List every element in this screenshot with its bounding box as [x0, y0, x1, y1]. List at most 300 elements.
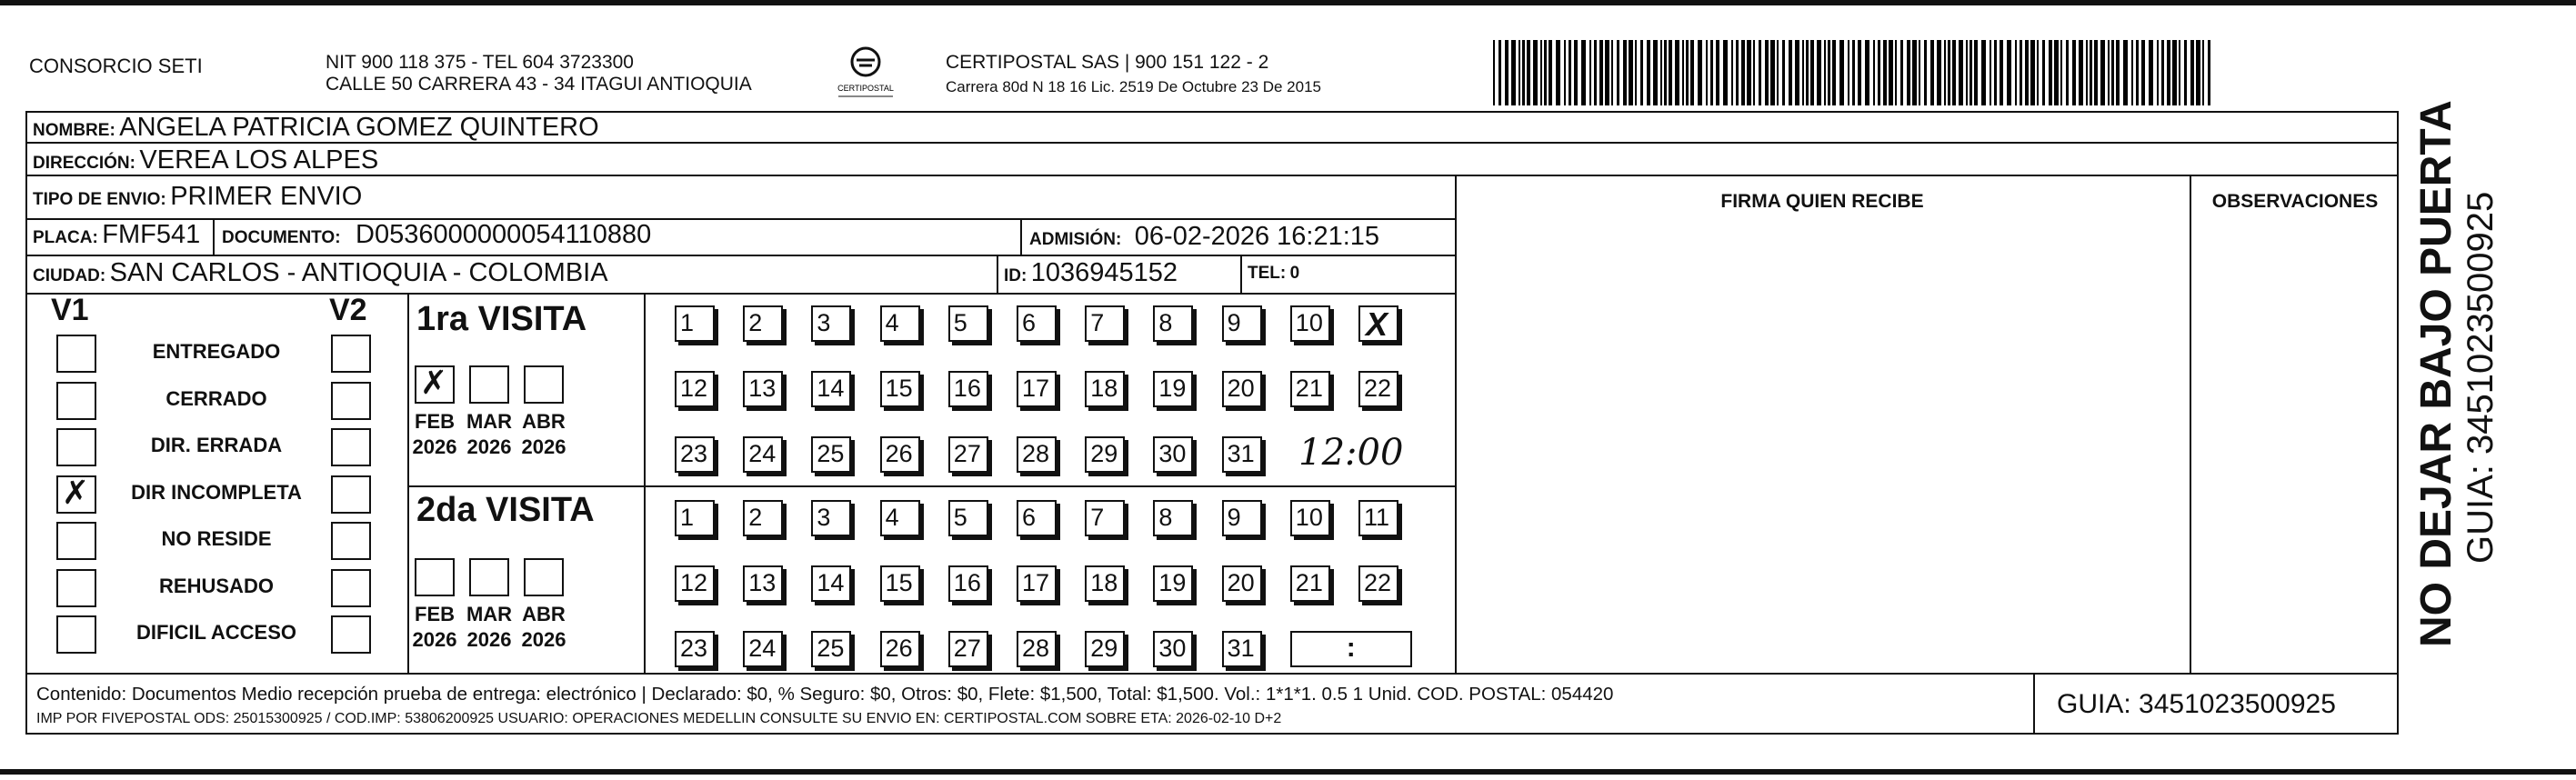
day-box[interactable] [1153, 436, 1193, 473]
barcode-bar [1549, 40, 1552, 105]
name-value: ANGELA PATRICIA GOMEZ QUINTERO [119, 113, 599, 142]
contents-line: Contenido: Documentos Medio recepción prueba de entrega: electrónico | Declarado: $0, % Seguro: $0, Otros: $0, Flete: $1,500, Total: $1,500. Vol.: 1*1*1. 0.5 1 Unid. COD. POSTAL: 054420 [36, 684, 1614, 705]
day-number: 6 [1022, 309, 1037, 336]
day-box[interactable] [880, 500, 920, 536]
col-line [2033, 673, 2035, 735]
row-line [407, 485, 1455, 487]
day-box[interactable] [1358, 305, 1398, 342]
barcode-bar [2007, 40, 2011, 105]
v2-checkbox[interactable] [331, 428, 371, 466]
month-checkbox[interactable] [524, 365, 564, 404]
day-box[interactable] [1085, 371, 1125, 407]
day-box[interactable] [880, 436, 920, 473]
v2-checkbox[interactable] [331, 615, 371, 654]
day-number: 13 [748, 569, 777, 596]
barcode-bar [2025, 40, 2029, 105]
nit-line: NIT 900 118 375 - TEL 604 3723300 [326, 52, 634, 73]
barcode-bar [1865, 40, 1869, 105]
barcode-bar [1806, 40, 1809, 105]
day-box[interactable] [811, 565, 851, 602]
type-row [33, 182, 362, 212]
v1-checkbox[interactable] [56, 428, 96, 466]
barcode-bar [1994, 40, 1997, 105]
day-number: 8 [1158, 504, 1173, 531]
day-number: 20 [1227, 375, 1255, 402]
barcode-bar [1533, 40, 1538, 105]
day-number: 21 [1295, 569, 1323, 596]
address-row [33, 145, 378, 175]
v1-checkbox[interactable] [56, 335, 96, 373]
month-mark: ✗ [420, 364, 448, 401]
day-number: 29 [1090, 440, 1118, 467]
plate-value: FMF541 [102, 220, 201, 249]
day-number: 5 [953, 504, 967, 531]
barcode-bar [1858, 40, 1861, 105]
id-label: ID: [1004, 266, 1027, 285]
day-box[interactable] [811, 500, 851, 536]
side-notice: NO DEJAR BAJO PUERTA [2412, 100, 2461, 647]
barcode-bar [1770, 40, 1775, 105]
barcode-bar [1544, 40, 1547, 105]
barcode-bar [1900, 40, 1903, 105]
first-visit-title: 1ra VISITA [416, 300, 587, 338]
month-label [462, 602, 516, 653]
day-box[interactable] [948, 500, 988, 536]
barcode-bar [1883, 40, 1887, 105]
barcode-bar [1564, 40, 1566, 105]
type-label: TIPO DE ENVIO: [33, 190, 166, 209]
v1-label: V1 [51, 293, 89, 327]
barcode-bar [2060, 40, 2062, 105]
day-box[interactable] [1017, 500, 1057, 536]
barcode-bar [1527, 40, 1530, 105]
col-line [644, 293, 646, 673]
v2-checkbox[interactable] [331, 569, 371, 607]
barcode-bar [1686, 40, 1689, 105]
day-box[interactable] [948, 436, 988, 473]
day-number: 7 [1090, 504, 1105, 531]
v1-mark: ✗ [62, 473, 90, 511]
admission-cell [1029, 222, 1379, 252]
day-box[interactable] [1153, 565, 1193, 602]
barcode-bar [2037, 40, 2039, 105]
day-number: 24 [748, 635, 777, 662]
barcode-bar [1747, 40, 1751, 105]
day-box[interactable] [1085, 631, 1125, 667]
col-line [997, 255, 998, 293]
day-number: 3 [817, 504, 831, 531]
day-number: 28 [1022, 635, 1050, 662]
barcode-bar [2094, 40, 2098, 105]
day-number: 12 [680, 569, 708, 596]
tel-value: 0 [1289, 264, 1300, 283]
col-line [213, 218, 215, 256]
barcode-bar [1759, 40, 1761, 105]
barcode-bar [2131, 40, 2133, 105]
day-box[interactable] [1290, 305, 1330, 342]
barcode-bar [1594, 40, 1597, 105]
plate-label: PLACA: [33, 228, 98, 247]
day-box[interactable] [1290, 500, 1330, 536]
v2-checkbox[interactable] [331, 522, 371, 560]
barcode-bar [1907, 40, 1910, 105]
v2-label: V2 [329, 293, 367, 327]
month-checkbox[interactable] [415, 558, 455, 596]
time-written[interactable]: 12:00 [1290, 436, 1412, 473]
day-box[interactable] [1085, 565, 1125, 602]
month-name: FEB [415, 603, 455, 625]
v2-checkbox[interactable] [331, 475, 371, 514]
barcode-bar [1889, 40, 1893, 105]
barcode-bar [2179, 40, 2180, 105]
day-box[interactable] [1153, 305, 1193, 342]
day-box[interactable] [1085, 305, 1125, 342]
barcode-bar [1653, 40, 1658, 105]
printed-line: IMP POR FIVEPOSTAL ODS: 25015300925 / COD.IMP: 53806200925 USUARIO: OPERACIONES MEDELLIN CONSULTE SU ENVIO EN: CERTIPOSTAL.COM SOBRE ETA: 2026-02-10 D+2 [36, 711, 1282, 726]
day-number: 4 [885, 309, 899, 336]
day-box[interactable] [1358, 500, 1398, 536]
day-box[interactable] [1290, 565, 1330, 602]
day-box[interactable] [1153, 500, 1193, 536]
day-box[interactable] [811, 371, 851, 407]
barcode-bar [1937, 40, 1941, 105]
address-line: CALLE 50 CARRERA 43 - 34 ITAGUI ANTIOQUIA [326, 74, 752, 95]
month-name: ABR [522, 603, 566, 625]
day-number: 17 [1022, 569, 1050, 596]
day-number: 17 [1022, 375, 1050, 402]
day-number: 22 [1364, 569, 1392, 596]
day-number: 25 [817, 635, 845, 662]
barcode-bar [2079, 40, 2083, 105]
day-number: 30 [1158, 440, 1187, 467]
status-label: NO RESIDE [161, 527, 272, 550]
barcode-bar [2141, 40, 2145, 105]
v1-checkbox[interactable] [56, 382, 96, 420]
day-box[interactable] [811, 631, 851, 667]
barcode-bar [1828, 40, 1830, 105]
month-year: 2026 [466, 435, 512, 458]
day-number: 6 [1022, 504, 1037, 531]
certipostal-logo [829, 45, 902, 102]
day-box[interactable] [880, 565, 920, 602]
name-row [33, 113, 599, 143]
day-number: 28 [1022, 440, 1050, 467]
day-box[interactable] [1085, 436, 1125, 473]
month-year: 2026 [412, 435, 457, 458]
footer-guide: GUIA: 3451023500925 [2057, 689, 2336, 719]
barcode-bar [1895, 40, 1897, 105]
month-label [407, 409, 462, 460]
barcode-bar [2172, 40, 2177, 105]
month-label [462, 409, 516, 460]
day-number: 19 [1158, 569, 1187, 596]
barcode-bar [2054, 40, 2059, 105]
barcode-bar [2196, 40, 2200, 105]
month-name: MAR [466, 410, 513, 433]
day-box[interactable] [743, 305, 783, 342]
month-label [516, 602, 571, 653]
barcode-bar [1698, 40, 1702, 105]
month-name: ABR [522, 410, 566, 433]
barcode-bar [1640, 40, 1643, 105]
barcode-bar [1789, 40, 1792, 105]
observations-header: OBSERVACIONES [2211, 191, 2379, 212]
status-label: REHUSADO [159, 574, 274, 597]
day-box[interactable] [675, 631, 715, 667]
day-box[interactable] [880, 371, 920, 407]
day-box[interactable] [1085, 500, 1125, 536]
barcode-bar [2149, 40, 2153, 105]
day-box[interactable] [948, 631, 988, 667]
row-line [25, 673, 2399, 675]
barcode-bar [1710, 40, 1713, 105]
day-box[interactable] [675, 565, 715, 602]
bottom-border [0, 769, 2576, 775]
document-value: D0536000000054110880 [356, 220, 652, 249]
barcode-bar [1817, 40, 1821, 105]
id-value: 1036945152 [1030, 258, 1178, 287]
day-number: 5 [953, 309, 967, 336]
barcode-bar [1493, 40, 1495, 105]
month-checkbox[interactable] [415, 365, 455, 404]
day-number: 20 [1227, 569, 1255, 596]
top-border [0, 0, 2576, 5]
day-number: 1 [680, 504, 695, 531]
col-line [2190, 175, 2191, 673]
barcode-bar [2100, 40, 2105, 105]
barcode-bar [1664, 40, 1667, 105]
day-number: 2 [748, 504, 763, 531]
barcode-bar [2208, 40, 2210, 105]
barcode-bar [2116, 40, 2120, 105]
day-box[interactable] [1153, 371, 1193, 407]
barcode-bar [1852, 40, 1855, 105]
barcode-bar [1944, 40, 1946, 105]
day-box[interactable] [675, 305, 715, 342]
barcode-bar [2042, 40, 2045, 105]
day-number: 30 [1158, 635, 1187, 662]
plate-cell [33, 220, 200, 250]
day-box[interactable] [1222, 371, 1262, 407]
barcode-bar [1839, 40, 1844, 105]
barcode-bar [1981, 40, 1986, 105]
col-line [1240, 255, 1242, 293]
city-label: CIUDAD: [33, 266, 106, 285]
day-box[interactable] [1153, 631, 1193, 667]
barcode-bar [2157, 40, 2159, 105]
barcode-bar [2184, 40, 2187, 105]
day-box[interactable] [675, 371, 715, 407]
day-box[interactable] [1017, 565, 1057, 602]
barcode-bar [1522, 40, 1525, 105]
month-label [516, 409, 571, 460]
day-number: 25 [817, 440, 845, 467]
barcode-bar [1878, 40, 1880, 105]
barcode-bar [2123, 40, 2128, 105]
day-number: 15 [885, 375, 913, 402]
company-name: CONSORCIO SETI [29, 55, 203, 77]
day-box[interactable] [1222, 436, 1262, 473]
v1-checkbox[interactable] [56, 522, 96, 560]
status-label: DIFICIL ACCESO [135, 621, 296, 644]
day-box[interactable] [1222, 500, 1262, 536]
day-number: 13 [748, 375, 777, 402]
barcode-bar [1669, 40, 1672, 105]
type-value: PRIMER ENVIO [170, 182, 363, 211]
day-box[interactable] [1017, 436, 1057, 473]
day-box[interactable] [1222, 565, 1262, 602]
day-number: 26 [885, 440, 913, 467]
barcode-bar [1716, 40, 1719, 105]
signature-header: FIRMA QUIEN RECIBE [1720, 191, 1924, 212]
day-box[interactable] [1017, 305, 1057, 342]
status-label: CERRADO [165, 386, 267, 410]
address-value: VEREA LOS ALPES [139, 145, 379, 175]
barcode-bar [2202, 40, 2204, 105]
logo-text: CERTIPOSTAL [837, 84, 894, 93]
month-year: 2026 [412, 628, 457, 651]
day-box[interactable] [880, 631, 920, 667]
barcode-bar [2000, 40, 2003, 105]
v1-checkbox[interactable] [56, 475, 96, 514]
day-number: 4 [885, 504, 899, 531]
barcode-bar [1974, 40, 1978, 105]
barcode-bar [2072, 40, 2076, 105]
address-label: DIRECCIÓN: [33, 154, 135, 173]
day-number: 2 [748, 309, 763, 336]
day-number: 23 [680, 635, 708, 662]
barcode-bar [1924, 40, 1927, 105]
col-line [1455, 175, 1457, 673]
month-checkbox[interactable] [469, 365, 509, 404]
barcode-bar [1519, 40, 1520, 105]
day-box[interactable] [1222, 631, 1262, 667]
barcode-bar [1765, 40, 1769, 105]
day-box[interactable] [743, 371, 783, 407]
day-number: 26 [885, 635, 913, 662]
barcode-bar [1741, 40, 1745, 105]
col-line [1020, 218, 1022, 256]
time-field[interactable]: : [1290, 631, 1412, 667]
day-box[interactable] [811, 305, 851, 342]
barcode-bar [1660, 40, 1662, 105]
day-box[interactable] [743, 500, 783, 536]
barcode-bar [1919, 40, 1920, 105]
barcode-bar [1511, 40, 1516, 105]
day-number: 31 [1227, 635, 1255, 662]
barcode-bar [2111, 40, 2114, 105]
barcode-bar [1832, 40, 1836, 105]
day-box[interactable] [1358, 371, 1398, 407]
day-box[interactable] [1290, 371, 1330, 407]
day-number: 21 [1295, 375, 1323, 402]
day-box[interactable] [880, 305, 920, 342]
barcode-bar [1782, 40, 1785, 105]
license-line: Carrera 80d N 18 16 Lic. 2519 De Octubre 23 De 2015 [946, 78, 1321, 95]
day-box[interactable] [948, 565, 988, 602]
city-cell [33, 258, 608, 288]
day-box[interactable] [675, 500, 715, 536]
id-cell [1004, 258, 1178, 288]
barcode [1493, 40, 2217, 105]
day-box[interactable] [743, 631, 783, 667]
barcode-bar [1675, 40, 1679, 105]
day-box[interactable] [743, 436, 783, 473]
barcode-bar [1723, 40, 1728, 105]
v1-checkbox[interactable] [56, 569, 96, 607]
barcode-bar [1569, 40, 1571, 105]
day-box[interactable] [811, 436, 851, 473]
barcode-bar [1948, 40, 1950, 105]
status-label: ENTREGADO [152, 340, 281, 363]
barcode-bar [2161, 40, 2164, 105]
name-label: NOMBRE: [33, 121, 115, 140]
day-number: 16 [953, 569, 981, 596]
barcode-bar [2020, 40, 2022, 105]
month-year: 2026 [521, 435, 566, 458]
v2-checkbox[interactable] [331, 335, 371, 373]
day-number: 31 [1227, 440, 1255, 467]
city-value: SAN CARLOS - ANTIOQUIA - COLOMBIA [109, 258, 608, 287]
day-box[interactable] [948, 305, 988, 342]
barcode-bar [1540, 40, 1542, 105]
barcode-bar [1912, 40, 1917, 105]
barcode-bar [1777, 40, 1779, 105]
tel-cell [1248, 264, 1299, 284]
day-box[interactable] [1017, 371, 1057, 407]
barcode-bar [1706, 40, 1708, 105]
month-name: MAR [466, 603, 513, 625]
month-checkbox[interactable] [469, 558, 509, 596]
barcode-bar [2015, 40, 2017, 105]
day-box[interactable] [1017, 631, 1057, 667]
barcode-bar [1611, 40, 1613, 105]
barcode-bar [1966, 40, 1968, 105]
day-box[interactable] [743, 565, 783, 602]
day-box[interactable] [675, 436, 715, 473]
day-box[interactable] [948, 371, 988, 407]
month-checkbox[interactable] [524, 558, 564, 596]
barcode-bar [2167, 40, 2170, 105]
v2-checkbox[interactable] [331, 382, 371, 420]
barcode-bar [2090, 40, 2092, 105]
day-number: 18 [1090, 569, 1118, 596]
day-number: 9 [1227, 504, 1241, 531]
day-number: 10 [1295, 309, 1323, 336]
day-number: 16 [953, 375, 981, 402]
day-box[interactable] [1222, 305, 1262, 342]
barcode-bar [1753, 40, 1755, 105]
barcode-bar [1848, 40, 1849, 105]
v1-checkbox[interactable] [56, 615, 96, 654]
barcode-bar [1647, 40, 1650, 105]
day-number: 14 [817, 375, 845, 402]
day-number: 12 [680, 375, 708, 402]
day-box[interactable] [1358, 565, 1398, 602]
row-line [25, 175, 2399, 176]
barcode-bar [1690, 40, 1694, 105]
barcode-bar [1498, 40, 1501, 105]
barcode-bar [1802, 40, 1804, 105]
barcode-bar [1952, 40, 1956, 105]
barcode-bar [1605, 40, 1609, 105]
day-number: 8 [1158, 309, 1173, 336]
barcode-bar [2086, 40, 2088, 105]
barcode-bar [2049, 40, 2052, 105]
day-number: 27 [953, 635, 981, 662]
barcode-bar [1731, 40, 1733, 105]
document-cell [222, 220, 651, 250]
